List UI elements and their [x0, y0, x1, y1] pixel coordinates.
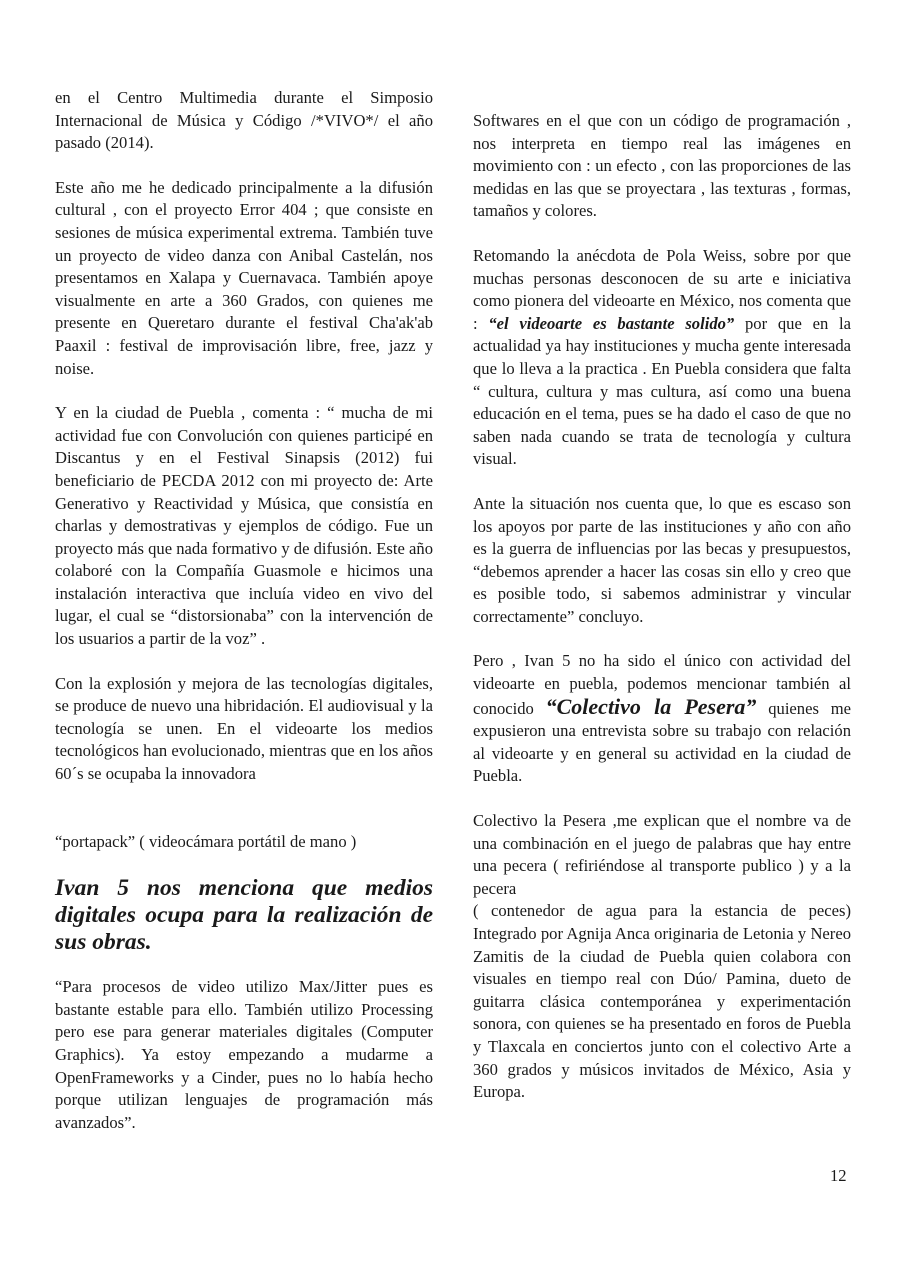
- videoarte-quote: “el videoarte es bastante solido”: [488, 313, 735, 333]
- page-number: 12: [830, 1166, 847, 1185]
- right-paragraph-1: Softwares en el que con un código de programación , nos interpreta en tiempo real las imágenes en movimiento con : un efecto , con las proporciones de las medidas en las que se proyectara , las texturas , formas, tamaños y colores.: [473, 111, 851, 221]
- right-paragraph-5: Colectivo la Pesera ,me explican que el nombre va de una combinación en el juego de palabras que hay entre una pecera ( refiriéndose al transporte publico ) y a la pecera: [473, 811, 851, 898]
- right-paragraph-2-rest: por que en la actualidad ya hay instituciones y mucha gente interesada que lo lleva a la practica . En Puebla considera que falta “ cultura, cultura y mas cultura, así como una buena educación en el tema, pues se ha dado el caso de que no saben nada cuando se trata de tecnología y cultura visual.: [473, 313, 851, 469]
- left-column: [55, 87, 433, 1156]
- left-paragraph-6: “Para procesos de video utilizo Max/Jitter pues es bastante estable para ello. También utilizo Processing pero ese para generar materiales digitales (Computer Graphics). Ya estoy empezando a mudarme a OpenFrameworks y a Cinder, pues no lo había hecho porque utilizan lenguajes de programación más avanzados”.: [55, 977, 433, 1132]
- colectivo-name: “Colectivo la Pesera”: [545, 693, 757, 719]
- left-paragraph-4: Con la explosión y mejora de las tecnologías digitales, se produce de nuevo una hibridación. El audiovisual y la tecnología se unen. En el videoarte los medios tecnológicos han evolucionado, mientras que en los años 60´s se ocupaba la innovadora: [55, 673, 433, 784]
- left-paragraph-2: Este año me he dedicado principalmente a la difusión cultural , con el proyecto Error 404 ; que consiste en sesiones de música experimental extrema. También tuve un proyecto de video danza con Anibal Castelán, nos presentamos en Xalapa y Cuernavaca. También apoye visualmente en arte a 360 Grados, con quienes me presente en Queretaro durante el festival Cha'ak'ab Paaxil : festival de improvisación libre, free, jazz y noise.: [55, 177, 433, 378]
- right-paragraph-2-intro: Retomando la anécdota de Pola Weiss, sobre por que muchas personas desconocen de su arte e iniciativa como pionera del videoarte en México, nos comenta que :: [473, 245, 851, 333]
- right-column: [473, 110, 851, 1126]
- left-paragraph-1: en el Centro Multimedia durante el Simposio Internacional de Música y Código /*VIVO*/ el año pasado (2014).: [55, 88, 433, 153]
- right-paragraph-6: ( contenedor de agua para la estancia de peces) Integrado por Agnija Anca originaria de Letonia y Nereo Zamitis de la ciudad de Puebla quien colabora con visuales en tiempo real con Dúo/ Pamina, dueto de guitarra clásica contemporánea y experimentación sonora, con quienes se ha presentado en foros de Puebla y Tlaxcala en conciertos junto con el colectivo Arte a 360 grados y músicos invitados de México, Asia y Europa.: [473, 901, 851, 1102]
- right-paragraph-3: Ante la situación nos cuenta que, lo que es escaso son los apoyos por parte de las instituciones y año con año es la guerra de influencias por las becas y presupuestos, “debemos aprender a hacer las cosas sin ello y creo que es posible todo, si sabemos administrar y vincular correctamente” concluyo.: [473, 493, 851, 626]
- right-paragraph-4-rest: quienes me expusieron una entrevista sobre su trabajo con relación al videoarte y en general su actividad en la ciudad de Puebla.: [473, 698, 851, 786]
- right-paragraph-2: [473, 245, 851, 471]
- left-paragraph-5: “portapack” ( videocámara portátil de mano ): [55, 831, 357, 851]
- section-subheading: Ivan 5 nos menciona que medios digitales ocupa para la realización de sus obras.: [55, 875, 433, 956]
- left-paragraph-3: Y en la ciudad de Puebla , comenta : “ mucha de mi actividad fue con Convolución con quienes participé en Discantus y en el Festival Sinapsis (2012) fui beneficiario de PECDA 2012 con mi proyecto de: Arte Generativo y Reactividad y Música, que consistía en charlas y demostrativas y ejemplos de código. Fue un proyecto más que nada formativo y de difusión. Este año colaboré con la Compañía Guasmole e hicimos una instalación interactiva que incluía video en vivo del lugar, el cual se “distorsionaba” con la intervención de los usuarios a partir de la voz” .: [55, 403, 433, 649]
- right-paragraph-4-intro: Pero , Ivan 5 no ha sido el único con actividad del videoarte en puebla, podemos mencionar también al conocido: [473, 651, 851, 718]
- right-paragraph-4: [473, 650, 851, 788]
